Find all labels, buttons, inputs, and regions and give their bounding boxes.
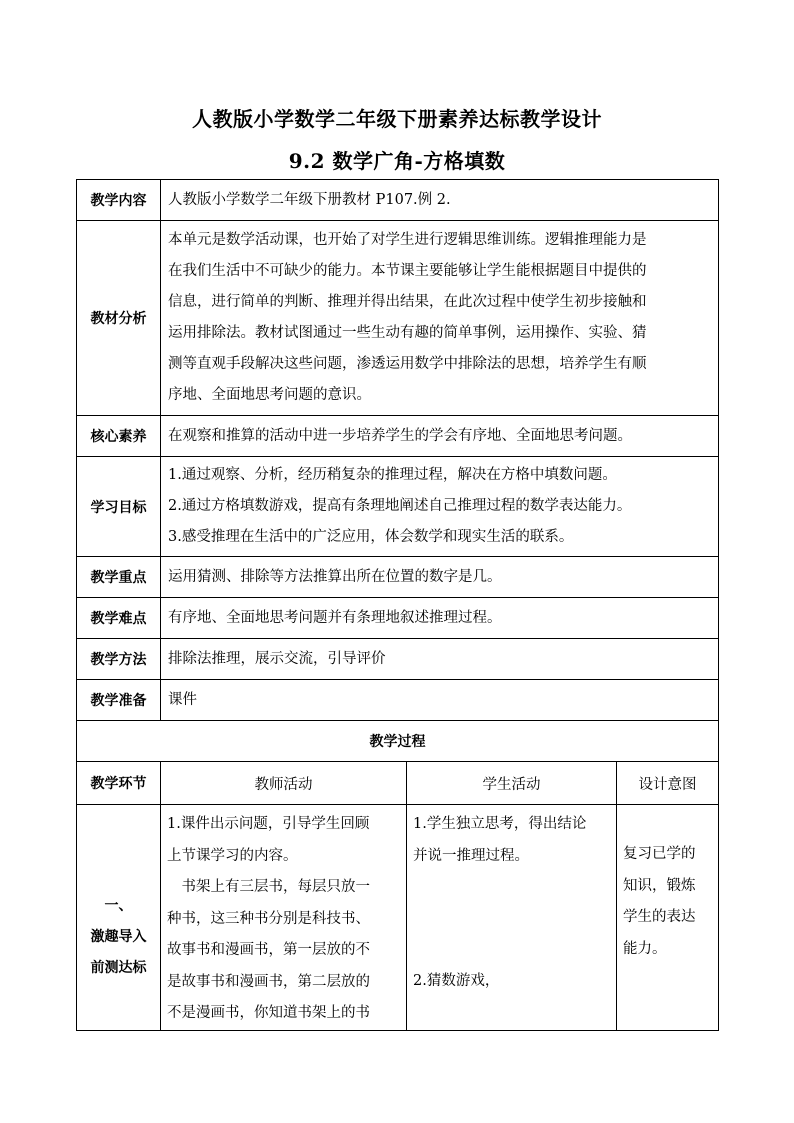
analysis-line: 序地、全面地思考问题的意识。 [168, 387, 371, 403]
key-points-value: 运用猜测、排除等方法推算出所在位置的数字是几。 [161, 557, 719, 598]
content-value: 人教版小学数学二年级下册教材 P107.例 2. [161, 180, 719, 221]
stage-1-student-activity [407, 805, 617, 1031]
column-header-intent: 设计意图 [617, 762, 719, 805]
intent-line: 能力。 [623, 940, 667, 957]
analysis-line: 本单元是数学活动课，也开始了对学生进行逻辑思维训练。逻辑推理能力是 [168, 232, 647, 248]
process-heading: 教学过程 [77, 721, 719, 762]
document-subtitle: 9.2 数学广角-方格填数 [288, 149, 506, 173]
difficulties-value: 有序地、全面地思考问题并有条理地叙述推理过程。 [161, 598, 719, 639]
goals-label: 学习目标 [77, 457, 161, 557]
key-points-label: 教学重点 [77, 557, 161, 598]
methods-label: 教学方法 [77, 639, 161, 680]
intent-line: 复习已学的 [623, 846, 696, 862]
teacher-line: 上节课学习的内容。 [167, 847, 298, 864]
stage-1-teacher-activity [161, 805, 407, 1031]
teacher-line: 1.课件出示问题，引导学生回顾 [167, 816, 370, 832]
preparation-value: 课件 [161, 680, 719, 721]
row-analysis [77, 221, 719, 416]
analysis-line: 信息，进行简单的判断、推理并得出结果，在此次过程中使学生初步接触和 [168, 294, 647, 310]
goal-item: 2.通过方格填数游戏，提高有条理地阐述自己推理过程的数学表达能力。 [168, 498, 632, 514]
content-label: 教学内容 [77, 180, 161, 221]
student-line: 1.学生独立思考，得出结论 [413, 816, 587, 832]
teacher-line: 不是漫画书，你知道书架上的书 [167, 1005, 370, 1021]
stage-1-title-line: 激趣导入 [90, 928, 147, 945]
goal-item: 3.感受推理在生活中的广泛应用，体会数学和现实生活的联系。 [168, 529, 574, 545]
stage-1-number: 一、 [104, 897, 133, 914]
teacher-line: 故事书和漫画书，第一层放的不 [167, 942, 370, 958]
lesson-plan-table [76, 179, 719, 1031]
student-gap [413, 872, 610, 935]
intent-line: 知识，锻炼 [623, 877, 696, 894]
column-header-stage: 教学环节 [77, 762, 161, 805]
row-stage-1 [77, 805, 719, 1031]
row-goals [77, 457, 719, 557]
teacher-line: 书架上有三层书，每层只放一 [167, 879, 370, 895]
document-title: 人教版小学数学二年级下册素养达标教学设计 [192, 107, 602, 131]
row-literacy [77, 416, 719, 457]
analysis-line: 在我们生活中不可缺少的能力。本节课主要能够让学生能根据题目中提供的 [168, 263, 647, 279]
row-process-heading [77, 721, 719, 762]
goals-value [161, 457, 719, 557]
analysis-line: 测等直观手段解决这些问题，渗透运用数学中排除法的思想，培养学生有顺 [168, 356, 647, 372]
row-methods [77, 639, 719, 680]
stage-1-design-intent [617, 805, 719, 1031]
analysis-label: 教材分析 [77, 221, 161, 416]
teacher-line: 种书，这三种书分别是科技书、 [167, 910, 370, 927]
stage-1-label [77, 805, 161, 1031]
student-line: 2.猜数游戏， [413, 973, 500, 989]
row-content [77, 180, 719, 221]
stage-1-title-line: 前测达标 [90, 959, 147, 976]
column-header-teacher: 教师活动 [161, 762, 407, 805]
literacy-value: 在观察和推算的活动中进一步培养学生的学会有序地、全面地思考问题。 [161, 416, 719, 457]
row-difficulties [77, 598, 719, 639]
preparation-label: 教学准备 [77, 680, 161, 721]
row-preparation [77, 680, 719, 721]
analysis-value [161, 221, 719, 416]
row-key-points [77, 557, 719, 598]
intent-line: 学生的表达 [623, 909, 696, 925]
literacy-label: 核心素养 [77, 416, 161, 457]
analysis-line: 运用排除法。教材试图通过一些生动有趣的简单事例，运用操作、实验、猜 [168, 325, 647, 341]
column-header-student: 学生活动 [407, 762, 617, 805]
student-line: 并说一推理过程。 [413, 847, 529, 864]
teacher-line: 是故事书和漫画书，第二层放的 [167, 973, 370, 990]
difficulties-label: 教学难点 [77, 598, 161, 639]
goal-item: 1.通过观察、分析，经历稍复杂的推理过程，解决在方格中填数问题。 [168, 467, 617, 483]
methods-value: 排除法推理，展示交流，引导评价 [161, 639, 719, 680]
row-process-columns [77, 762, 719, 805]
